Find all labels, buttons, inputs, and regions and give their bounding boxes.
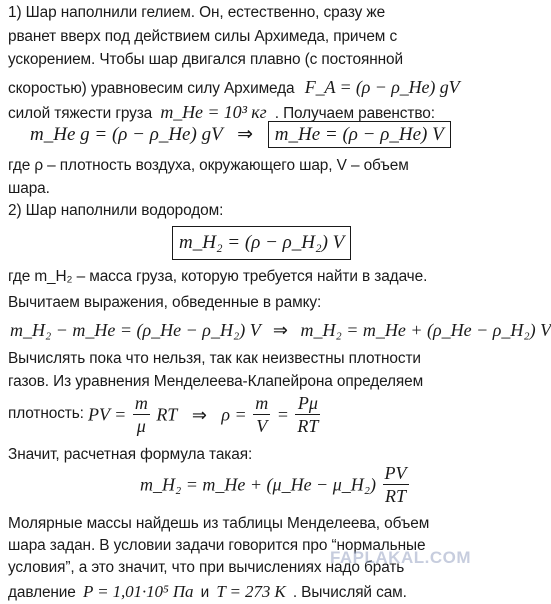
text-line-17: Значит, расчетная формула такая: <box>8 446 253 463</box>
equation-2-boxed: m_H₂ = (ρ − ρ_H₂) V <box>172 226 351 260</box>
equation-3-left: m_H₂ − m_He = (ρ_He − ρ_H₂) V <box>10 320 261 340</box>
text-line-2: рванет вверх под действием силы Архимеда, причем с <box>8 28 398 45</box>
text-line-3: ускорением. Чтобы шар двигался плавно (с постоянной <box>8 51 403 68</box>
fraction-numerator: Pμ <box>295 392 320 415</box>
equation-5-left: m_H₂ = m_He + (μ_He − μ_H₂) <box>140 474 376 495</box>
fraction-numerator: PV <box>384 463 407 483</box>
text-line-9: 2) Шар наполнили водородом: <box>8 202 224 219</box>
line-5-text-b: . Получаем равенство: <box>274 105 435 122</box>
line-22-text-b: . Вычисляй сам. <box>292 584 407 601</box>
equation-1 <box>30 123 451 147</box>
line-5-text-a: силой тяжести груза <box>8 105 153 122</box>
text-line-1: 1) Шар наполнили гелием. Он, естественно, сразу же <box>8 4 386 21</box>
equation-2 <box>172 226 351 260</box>
watermark-logo: FAPLAKAL.COM <box>329 548 471 567</box>
equation-1-boxed: m_He = (ρ − ρ_He) V <box>268 121 451 148</box>
equation-3-right: m_H₂ = m_He + (ρ_He − ρ_H₂) V <box>300 320 551 340</box>
eq4-part-a: PV = <box>88 404 127 425</box>
helium-mass-formula: m_He = 10³ кг <box>160 102 267 122</box>
text-line-11: где m_H₂ – масса груза, которую требуется найти в задаче. <box>8 268 428 285</box>
text-line-12: Вычитаем выражения, обведенные в рамку: <box>8 294 322 311</box>
text-line-16: плотность: <box>8 405 84 422</box>
eq4-equals: = <box>276 404 289 425</box>
temperature-formula: T = 273 K <box>216 582 286 601</box>
line-22-and: и <box>200 584 210 601</box>
archimedes-force-formula: F_A = (ρ − ρ_He) gV <box>304 77 460 97</box>
text-line-22 <box>8 580 407 604</box>
text-line-7: где ρ – плотность воздуха, окружающего шар, V – объем <box>8 157 409 174</box>
text-line-8: шара. <box>8 180 50 197</box>
equation-5 <box>140 462 411 507</box>
equation-4 <box>88 392 322 437</box>
text-line-20: шара задан. В условии задачи говорится про “нормальные <box>8 537 426 554</box>
fraction-pmu-over-rt <box>295 392 320 437</box>
fraction-denominator: RT <box>297 416 319 436</box>
text-line-4 <box>8 75 460 99</box>
fraction-m-over-v <box>253 392 270 437</box>
implies-arrow-2: ⇒ <box>272 320 288 340</box>
implies-arrow: ⇒ <box>237 124 254 145</box>
line-22-text-a: давление <box>8 584 76 601</box>
fraction-denominator: μ <box>136 416 146 436</box>
text-line-21: условия”, а это значит, что при вычислениях надо брать <box>8 559 405 576</box>
fraction-numerator: m <box>134 393 148 413</box>
eq4-part-c: ρ = <box>221 404 247 425</box>
text-line-15: газов. Из уравнения Менделеева-Клапейрона определяем <box>8 373 424 390</box>
fraction-numerator: m <box>255 393 269 413</box>
pressure-formula: P = 1,01·10⁵ Па <box>82 582 194 601</box>
eq4-part-b: RT <box>156 404 178 425</box>
text-line-19: Молярные массы найдешь из таблицы Менделеева, объем <box>8 515 430 532</box>
equation-3 <box>10 318 551 342</box>
fraction-denominator: V <box>256 416 268 436</box>
equation-1-left: m_He g = (ρ − ρ_He) gV <box>30 124 223 145</box>
fraction-pv-over-rt <box>383 462 409 507</box>
text-line-14: Вычислять пока что нельзя, так как неизвестны плотности <box>8 350 421 367</box>
fraction-denominator: RT <box>384 486 406 506</box>
fraction-m-over-mu <box>133 392 150 437</box>
line-4-text: скоростью) уравновесим силу Архимеда <box>8 80 295 97</box>
implies-arrow-3: ⇒ <box>191 404 207 425</box>
